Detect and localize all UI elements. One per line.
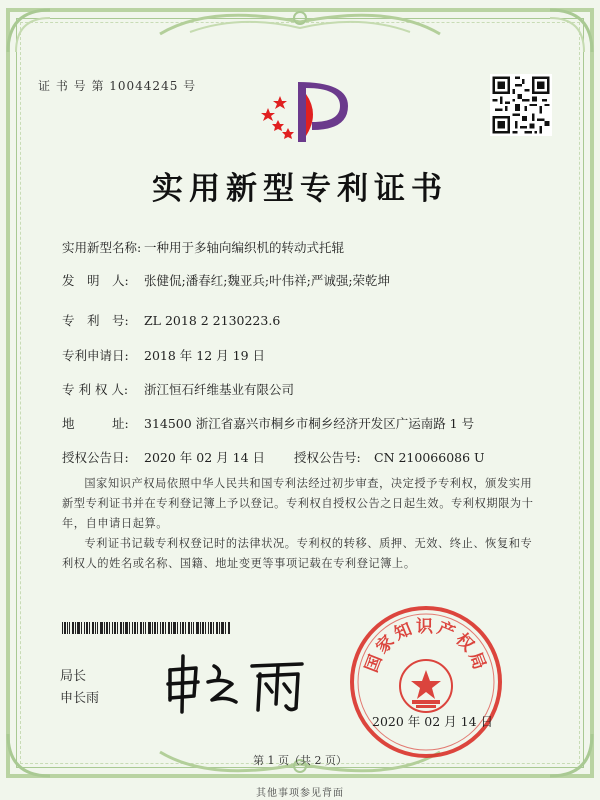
- inventor-value: 张健侃;潘春红;魏亚兵;叶伟祥;严诚强;荣乾坤: [144, 273, 391, 288]
- utility-model-name-label: 实用新型名称:: [62, 240, 142, 255]
- filing-date-label: 专利申请日:: [62, 348, 129, 363]
- inventor-label: 发 明 人:: [62, 273, 129, 288]
- certificate-number: 证 书 号 第 10044245 号: [38, 79, 197, 93]
- barcode: [62, 622, 230, 634]
- patent-number-row: [62, 311, 280, 329]
- filing-date-value: 2018 年 12 月 19 日: [144, 348, 265, 363]
- address-value: 314500 浙江省嘉兴市桐乡市桐乡经济开发区广运南路 1 号: [144, 416, 475, 431]
- patent-number-label: 专 利 号:: [62, 313, 129, 328]
- grant-row: [62, 448, 485, 466]
- grant-number-value: CN 210066086 U: [374, 450, 485, 465]
- seal-date: 2020 年 02 月 14 日: [372, 714, 493, 729]
- official-seal: [348, 604, 504, 760]
- address-label: 地 址:: [62, 416, 129, 431]
- patentee-row: [62, 380, 294, 398]
- statement-paragraph-1: 国家知识产权局依照中华人民共和国专利法经过初步审查，决定授予专利权，颁发实用新型专利证书并在专利登记簿上予以登记。专利权自授权公告之日起生效。专利权期限为十年，自申请日起算。: [62, 477, 534, 530]
- director-signature: [152, 648, 312, 718]
- footer-note: 其他事项参见背面: [256, 788, 344, 799]
- patentee-value: 浙江恒石纤维基业有限公司: [144, 382, 295, 397]
- svg-text:国家知识产权局: 国家知识产权局: [361, 617, 491, 676]
- qr-code: [490, 74, 552, 136]
- patent-number-value: ZL 2018 2 2130223.6: [144, 313, 281, 328]
- address-row: [62, 414, 474, 432]
- patentee-label: 专 利 权 人:: [62, 382, 129, 397]
- top-ornament: [150, 4, 450, 44]
- grant-number-label: 授权公告号:: [294, 450, 361, 465]
- certificate-title: 实用新型专利证书: [152, 171, 448, 207]
- director-name: 申长雨: [60, 691, 100, 706]
- utility-model-name-value: 一种用于多轴向编织机的转动式托辊: [144, 240, 345, 255]
- corner-ornament-tl: [4, 6, 54, 56]
- corner-ornament-tr: [546, 6, 596, 56]
- inventor-row: [62, 271, 390, 289]
- grant-date-value: 2020 年 02 月 14 日: [144, 450, 265, 465]
- utility-model-name-row: [62, 238, 344, 256]
- director-title: 局长: [60, 669, 87, 684]
- page-number: 第 1 页（共 2 页）: [253, 754, 347, 767]
- grant-date-label: 授权公告日:: [62, 450, 129, 465]
- filing-date-row: [62, 346, 265, 364]
- cnipa-logo-icon: [254, 74, 354, 146]
- statement-paragraph-2: 专利证书记载专利权登记时的法律状况。专利权的转移、质押、无效、终止、恢复和专利权人的姓名或名称、国籍、地址变更等事项记载在专利登记簿上。: [62, 537, 533, 570]
